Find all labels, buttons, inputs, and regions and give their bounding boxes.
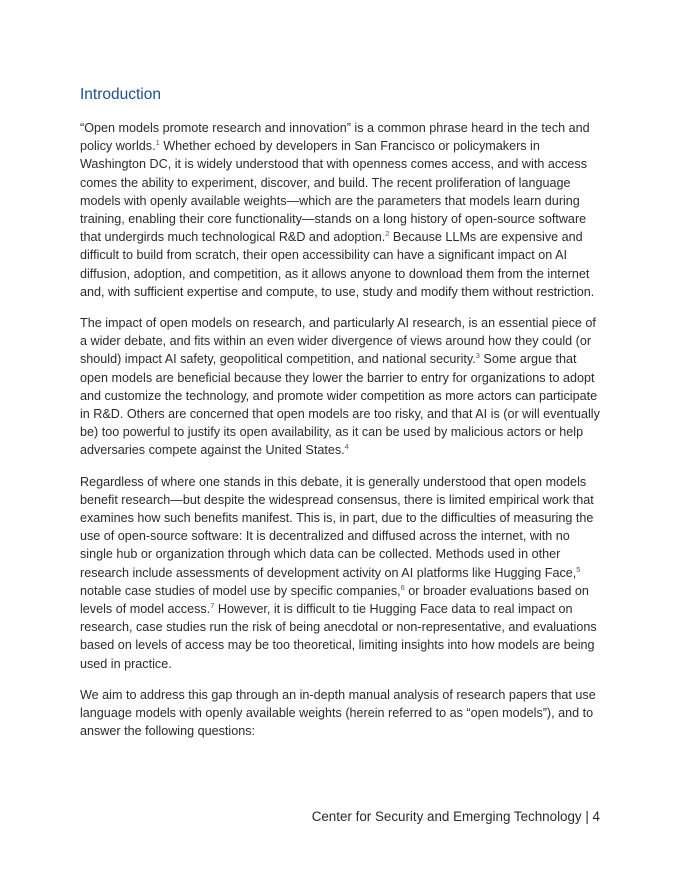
body-paragraph	[80, 686, 602, 741]
paragraph-text: or broader evaluations based on levels of model access.	[80, 583, 589, 617]
footnote-ref: 1	[155, 138, 160, 148]
paragraph-text: Some argue that open models are beneficial because they lower the barrier to entry for organizations to adopt and customize the technology, and promote wider competition as more actors can participate in R&D. Others are concerned that open models are too risky, and that AI is (or will eventually be) too powerful to justify its open availability, as it can be used by malicious actors or help adversaries compete against the United States.	[80, 352, 600, 458]
section-title: Introduction	[80, 86, 161, 103]
page-footer: Center for Security and Emerging Technology | 4	[311, 809, 600, 824]
footnote-ref: 2	[385, 229, 390, 239]
footnote-ref: 6	[400, 582, 405, 592]
footnote-ref: 5	[576, 564, 581, 574]
footnote-ref: 7	[210, 600, 215, 610]
body-paragraph	[80, 119, 602, 301]
body-paragraph	[80, 314, 602, 460]
paragraph-text: However, it is difficult to tie Hugging Face data to real impact on research, case studies run the risk of being anecdotal or non-representative, and evaluations based on levels of access may be too theoretical, limiting insights into how models are being used in practice.	[80, 602, 597, 671]
paragraph-text: The impact of open models on research, and particularly AI research, is an essential piece of a wider debate, and fits within an even wider divergence of views around how they could (or should) impact AI safety, geopolitical competition, and national security.	[80, 316, 596, 367]
footnote-ref: 4	[344, 442, 349, 452]
page-content	[80, 84, 602, 754]
paragraph-text: We aim to address this gap through an in-depth manual analysis of research papers that use language models with openly available weights (herein referred to as “open models”), and to answer the following questions:	[80, 687, 596, 739]
body-text	[80, 119, 602, 741]
paragraph-text: Regardless of where one stands in this debate, it is generally understood that open models benefit research—but despite the widespread consensus, there is limited empirical work that examines how such benefits manifest. This is, in part, due to the difficulties of measuring the use of open-source software: It is decentralized and diffused across the internet, with no single hub or organization through which data can be collected. Methods used in other research include assessments of development activity on AI platforms like Hugging Face,	[80, 474, 594, 580]
footnote-ref: 3	[475, 351, 480, 361]
paragraph-text: Because LLMs are expensive and difficult to build from scratch, their open accessibility can have a significant impact on AI diffusion, adoption, and competition, as it allows anyone to download them from the internet and, with sufficient expertise and compute, to use, study and modify them without restriction.	[80, 230, 595, 299]
paragraph-text: Whether echoed by developers in San Francisco or policymakers in Washington DC, it is widely understood that with openness comes access, and with access comes the ability to experiment, discover, and build. The recent proliferation of language models with openly available weights—which are the parameters that models learn during training, enabling their core functionality—stands on a long history of open-source software that undergirds much technological R&D and adoption.	[80, 139, 588, 245]
body-paragraph	[80, 473, 602, 673]
paragraph-text: notable case studies of model use by specific companies,	[80, 583, 401, 598]
paragraph-text: “Open models promote research and innovation” is a common phrase heard in the tech and policy worlds.	[80, 121, 590, 154]
